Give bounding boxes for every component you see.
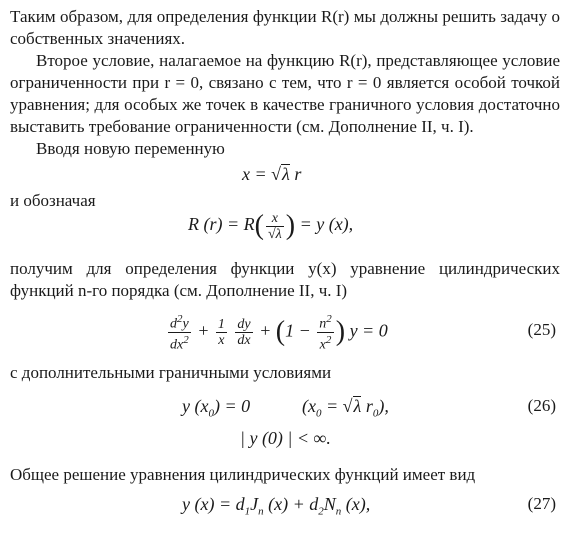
formula-substitution <box>10 204 560 250</box>
paragraph-7: Общее решение уравнения цилиндрических функций имеет вид <box>10 465 476 484</box>
paragraph-6: с дополнительными граничными условиями <box>10 363 332 382</box>
paragraph-1: Таким образом, для определения функции R(r) мы должны решить задачу о собственных значениях. <box>10 7 560 48</box>
formula-boundary-condition <box>10 396 560 426</box>
formula-bessel-equation <box>10 308 560 356</box>
equation-number-27: (27) <box>527 494 556 513</box>
equation-number-26: (26) <box>527 396 556 415</box>
formula-new-variable <box>10 160 560 190</box>
paragraph-4: и обозначая <box>10 191 96 210</box>
formula-general-solution <box>10 494 560 522</box>
paragraph-3: Вводя новую переменную <box>36 139 225 158</box>
document-page <box>10 6 560 522</box>
formula-26-left: y $(x_0) = 0$ <box>182 396 251 420</box>
formula-26-right: ($x_0 = √\lambda$ $r_0$), <box>302 396 389 420</box>
formula-25: $\frac{d^2y}{dx^2}$ + $\frac{1}{x}$ $\frac{dy}{dx}$ + (1 − $\frac{n^2}{x^2}$ ) y = 0 <box>170 313 388 353</box>
formula-x-equals-sqrt-lambda-r: x = √λ r <box>242 164 302 184</box>
formula-r-equals-y: R (r) = R( $\frac{x}{√\lambda}$ ) = y (x), <box>188 210 354 242</box>
formula-abs-y0-less-infinity: | y (0) | < ∞. <box>240 428 331 448</box>
paragraph-5: получим для определения функции y(x) уравнение цилиндрических функций n-го порядка (см. Дополнение II, ч. I) <box>10 259 560 300</box>
equation-number-25: (25) <box>527 320 556 339</box>
paragraph-2: Второе условие, налагаемое на функцию R(r), представляющее условие ограниченности при r = 0, связано с тем, что r = 0 является особой точкой уравнения; для особых же точек в качестве граничного условия достаточно выставить требование ограниченности (см. Дополнение II, ч. I). <box>10 51 560 136</box>
formula-27: y $(x) = d_1J_n$ $(x) + d_2N_n$ (x), <box>182 494 371 518</box>
formula-boundedness <box>10 426 560 460</box>
